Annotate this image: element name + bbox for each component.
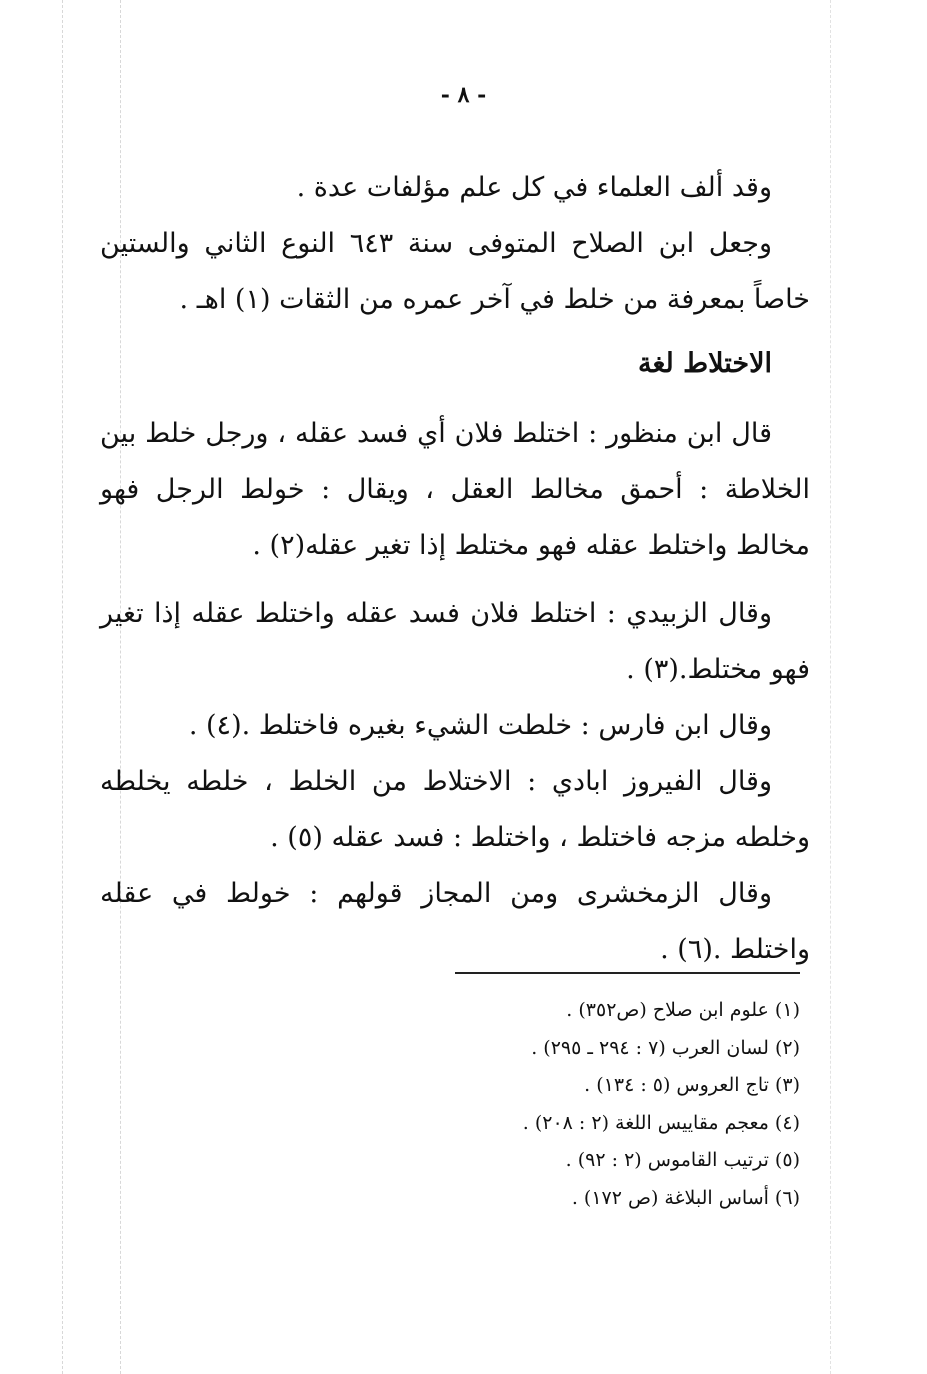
paragraph-fairuzabadi: وقال الفيروز ابادي : الاختلاط من الخلط ، خلطه يخلطه وخلطه مزجه فاختلط ، واختلط : فسد عقله (٥) . — [100, 766, 810, 853]
paragraph-zamakhshari: وقال الزمخشرى ومن المجاز قولهم : خولط في عقله واختلط .(٦) . — [100, 878, 810, 965]
footnote-item: (٦) أساس البلاغة (ص ١٧٢) . — [571, 1186, 800, 1209]
footnote-item: (٣) تاج العروس (٥ : ١٣٤) . — [584, 1074, 800, 1096]
footnote-item: (٢) لسان العرب (٧ : ٢٩٤ ـ ٢٩٥) . — [531, 1036, 800, 1059]
paragraph-ibn-manzur: قال ابن منظور : اختلط فلان أي فسد عقله ، ورجل خلط بين الخلاطة : أحمق مخالط العقل ، ويقال : خولط الرجل فهو مخالط واختلط عقله فهو مختلط إذا تغير عقله(٢) . — [100, 418, 810, 561]
scan-guide-line — [62, 0, 63, 1374]
footnote-item: (٤) معجم مقاييس اللغة (٢ : ٢٠٨) . — [522, 1111, 800, 1134]
footnote-separator — [455, 972, 800, 974]
section-heading: الاختلاط لغة — [638, 348, 772, 379]
footnote-item: (١) علوم ابن صلاح (ص٣٥٢) . — [566, 999, 800, 1021]
paragraph-intro: وقد ألف العلماء في كل علم مؤلفات عدة . — [296, 172, 772, 203]
paragraph-zabidi: وقال الزبيدي : اختلط فلان فسد عقله واختلط عقله إذا تغير فهو مختلط.(٣) . — [100, 598, 810, 685]
page-number: - ٨ - — [440, 82, 487, 108]
paragraph-ibn-salah: وجعل ابن الصلاح المتوفى سنة ٦٤٣ النوع الثاني والستين خاصاً بمعرفة من خلط في آخر عمره من الثقات (١) اهـ . — [100, 228, 810, 315]
footnote-item: (٥) ترتيب القاموس (٢ : ٩٢) . — [565, 1149, 800, 1171]
footnotes — [200, 992, 800, 1217]
scan-guide-line — [830, 0, 831, 1374]
paragraph-ibn-faris: وقال ابن فارس : خلطت الشيء بغيره فاختلط .(٤) . — [188, 710, 772, 741]
main-text — [100, 160, 810, 978]
